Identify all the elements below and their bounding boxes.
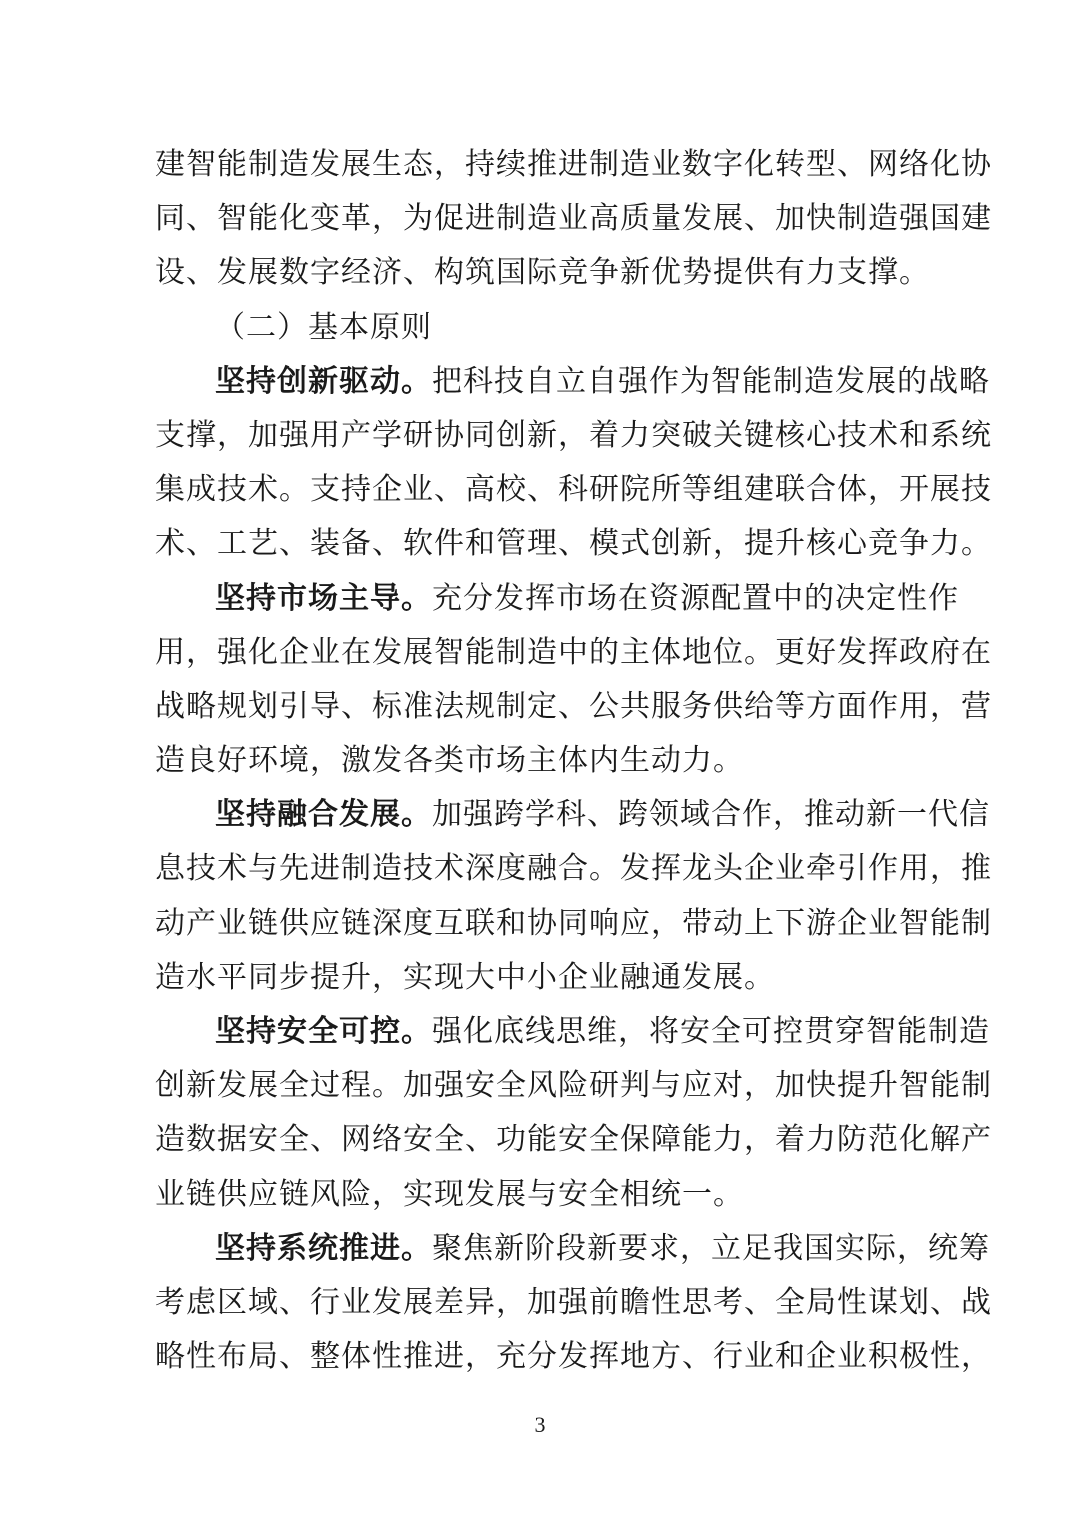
line-text: 略性布局、整体性推进，充分发挥地方、行业和企业积极性， xyxy=(155,1339,992,1375)
text-line xyxy=(155,680,992,734)
text-line xyxy=(155,842,992,896)
text-line xyxy=(155,1005,990,1059)
line-text: 集成技术。支持企业、高校、科研院所等组建联合体，开展技 xyxy=(155,472,992,508)
text-line xyxy=(155,626,992,680)
line-text: 考虑区域、行业发展差异，加强前瞻性思考、全局性谋划、战 xyxy=(155,1284,992,1320)
text-line xyxy=(155,463,992,517)
text-line xyxy=(155,355,990,409)
line-text: （二）基本原则 xyxy=(215,309,432,345)
line-text: 支撑，加强用产学研协同创新，着力突破关键核心技术和系统 xyxy=(155,417,992,453)
text-line xyxy=(155,246,930,300)
line-text: 充分发挥市场在资源配置中的决定性作 xyxy=(432,580,959,616)
bold-lead: 坚持市场主导。 xyxy=(215,580,432,616)
text-line xyxy=(155,192,992,246)
line-text: 造良好环境，激发各类市场主体内生动力。 xyxy=(155,743,744,779)
text-line xyxy=(155,1168,925,1222)
text-line xyxy=(155,1330,992,1384)
bold-lead: 坚持系统推进。 xyxy=(215,1230,432,1266)
line-text: 动产业链供应链深度互联和协同响应，带动上下游企业智能制 xyxy=(155,905,992,941)
line-text: 聚焦新阶段新要求，立足我国实际，统筹 xyxy=(432,1230,990,1266)
text-line xyxy=(155,1222,990,1276)
text-line xyxy=(155,897,992,951)
line-text: 息技术与先进制造技术深度融合。发挥龙头企业牵引作用，推 xyxy=(155,851,992,887)
line-text: 战略规划引导、标准法规制定、公共服务供给等方面作用，营 xyxy=(155,688,992,724)
line-text: 设、发展数字经济、构筑国际竞争新优势提供有力支撑。 xyxy=(155,255,930,291)
line-text: 加强跨学科、跨领域合作，推动新一代信 xyxy=(432,797,990,833)
bold-lead: 坚持融合发展。 xyxy=(215,797,432,833)
text-line xyxy=(155,1113,992,1167)
line-text: 创新发展全过程。加强安全风险研判与应对，加快提升智能制 xyxy=(155,1068,992,1104)
line-text: 用，强化企业在发展智能制造中的主体地位。更好发挥政府在 xyxy=(155,634,992,670)
line-text: 同、智能化变革，为促进制造业高质量发展、加快制造强国建 xyxy=(155,201,992,237)
line-text: 业链供应链风险，实现发展与安全相统一。 xyxy=(155,1176,744,1212)
text-line xyxy=(155,409,992,463)
text-line xyxy=(155,138,992,192)
text-line xyxy=(155,788,990,842)
line-text: 造数据安全、网络安全、功能安全保障能力，着力防范化解产 xyxy=(155,1122,992,1158)
line-text: 术、工艺、装备、软件和管理、模式创新，提升核心竞争力。 xyxy=(155,526,992,562)
bold-lead: 坚持安全可控。 xyxy=(215,1014,432,1049)
line-text: 把科技自立自强作为智能制造发展的战略 xyxy=(432,363,990,399)
text-line xyxy=(155,734,925,788)
text-line xyxy=(155,1059,992,1113)
line-text: 强化底线思维，将安全可控贯穿智能制造 xyxy=(432,1014,990,1049)
document-body xyxy=(155,138,992,1384)
text-line xyxy=(155,1276,992,1330)
text-line xyxy=(155,951,925,1005)
line-text: 造水平同步提升，实现大中小企业融通发展。 xyxy=(155,959,775,995)
line-text: 建智能制造发展生态，持续推进制造业数字化转型、网络化协 xyxy=(155,147,992,182)
section-heading xyxy=(155,301,925,355)
page-number: 3 xyxy=(534,1412,546,1437)
text-line xyxy=(155,517,992,571)
text-line xyxy=(155,572,959,626)
bold-lead: 坚持创新驱动。 xyxy=(215,363,432,399)
